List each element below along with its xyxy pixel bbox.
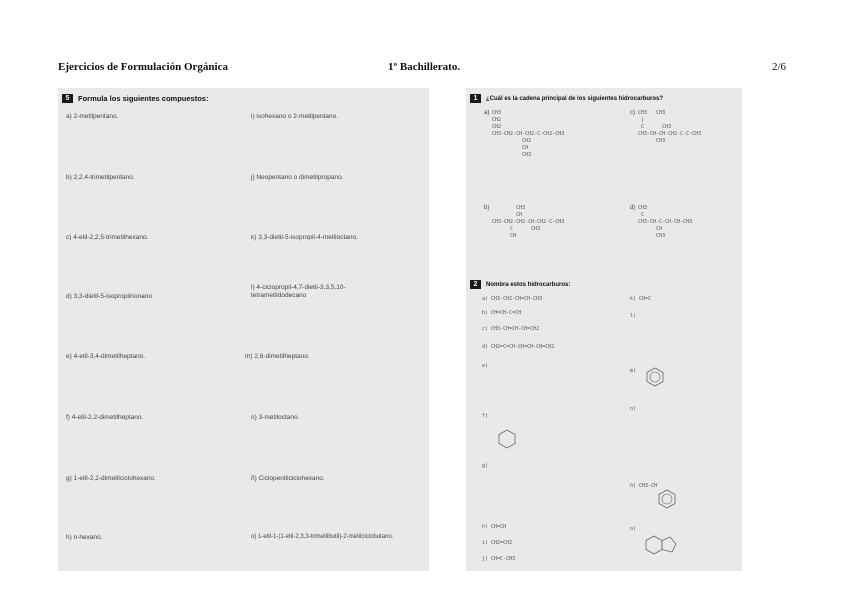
formula-label: a) (484, 110, 490, 116)
benzene-ring-icon (656, 488, 678, 510)
hydrocarbon-line: n) (630, 406, 637, 412)
structural-formula: CH3 CH2 CH2 CH3-CH2-CH-CH2-C-CH2-CH3 CH2 CH CH3 (492, 110, 565, 158)
section-1-number: 1 (470, 94, 481, 103)
hydrocarbon-line: l) (630, 313, 637, 319)
exercise-item: k) 3,3-dietil-5-isopropil-4-metiloctano. (251, 234, 358, 241)
course-label: 1º Bachillerato. (388, 61, 461, 73)
hydrocarbon-line: b) CH=CH-C=CH (482, 310, 522, 316)
formula-label: d) (630, 205, 636, 211)
right-scan-panel (466, 88, 742, 571)
exercise-item: o) 1-etil-1-(1-etil-2,3,3-trimetilbutil)-2-metilciclobutano. (251, 534, 394, 540)
exercise-item: c) 4-etil-2,2,5-trimetilhexano. (66, 234, 149, 241)
hydrocarbon-line: i) CH2=CH2 (482, 540, 513, 546)
exercise-item: f) 4-etil-2,2-dimetilheptano. (66, 414, 144, 421)
section-5-number: 5 (62, 94, 73, 103)
hydrocarbon-line: d) CH2=C=CH-CH=CH-CH=CH2 (482, 344, 555, 350)
hydrocarbon-line: k) CH=C (630, 296, 652, 302)
exercise-item: b) 2,2,4-trimetilpentano. (66, 174, 135, 181)
exercise-item: a) 2-metilpentano. (66, 113, 119, 120)
exercise-item: l) 4-ciclopropil-4,7-dietil-3,3,5,10-tetrametildodecano (251, 284, 346, 299)
exercise-item: h) n-hexano. (66, 534, 103, 541)
section-2-title (470, 280, 570, 289)
hydrocarbon-line: ñ) CH3-CH (630, 483, 658, 489)
structural-formula: CH3 C CH3-CH-C-CH-CH-CH3 CH CH3 (638, 205, 693, 239)
benzene-ring-icon (644, 366, 666, 388)
page-number: 2/6 (772, 61, 787, 73)
exercise-item: ñ) Ciclopentilciclohexano. (251, 475, 325, 482)
fused-ring-icon (644, 533, 678, 559)
exercise-item: m) 2,6-dimetilheptano. (245, 353, 310, 360)
exercise-item: j) Neopentano o dimetilpropano. (251, 174, 344, 181)
structural-formula: CH3 CH3 | C CH3 CH3-CH-CH-CH2-C-C-CH3 CH3 (638, 110, 702, 144)
exercise-item: i) isohexano o 2-metilpentano. (251, 113, 339, 120)
hydrocarbon-line: c) CH3-CH=CH-CH=CH2 (482, 326, 540, 332)
exercise-item: n) 3-metiloctano. (251, 414, 300, 421)
section-5-title (62, 94, 208, 103)
hydrocarbon-line: e) (482, 363, 489, 369)
left-scan-panel (58, 88, 429, 571)
hydrocarbon-line: a) CH3-CH2-CH=CH-CH3 (482, 296, 543, 302)
hydrocarbon-line: f) (482, 413, 489, 419)
document-title: Ejercicios de Formulación Orgánica (58, 61, 228, 73)
section-1-title (470, 94, 663, 103)
exercise-item: g) 1-etil-2,2-dimetilciclohexano. (66, 475, 156, 482)
hydrocarbon-line: h) CH=CH (482, 524, 507, 530)
hydrocarbon-line: m) (630, 368, 637, 374)
hydrocarbon-line: g) (482, 463, 489, 469)
structural-formula: CH3 CH CH3-CH2-CH2-CH-CH2-C-CH3 C CH3 CH (492, 205, 565, 239)
section-5-heading: Formula los siguientes compuestos: (78, 94, 209, 103)
hydrocarbon-line: j) CH=C-CH3 (482, 556, 516, 562)
cycloalkene-ring-icon (496, 428, 518, 450)
section-2-number: 2 (470, 280, 481, 289)
section-2-heading: Nombra estos hidrocarburos: (486, 281, 571, 288)
exercise-item: e) 4-etil-3,4-dimetilheptano. (66, 353, 146, 360)
formula-label: b) (484, 205, 490, 211)
section-1-heading: ¿Cuál es la cadena principal de los siguientes hidrocarburos? (486, 95, 664, 102)
formula-label: c) (630, 110, 635, 116)
exercise-item: d) 3,3-dietil-5-isopropilnonano (66, 293, 152, 300)
hydrocarbon-line: o) (630, 526, 637, 532)
